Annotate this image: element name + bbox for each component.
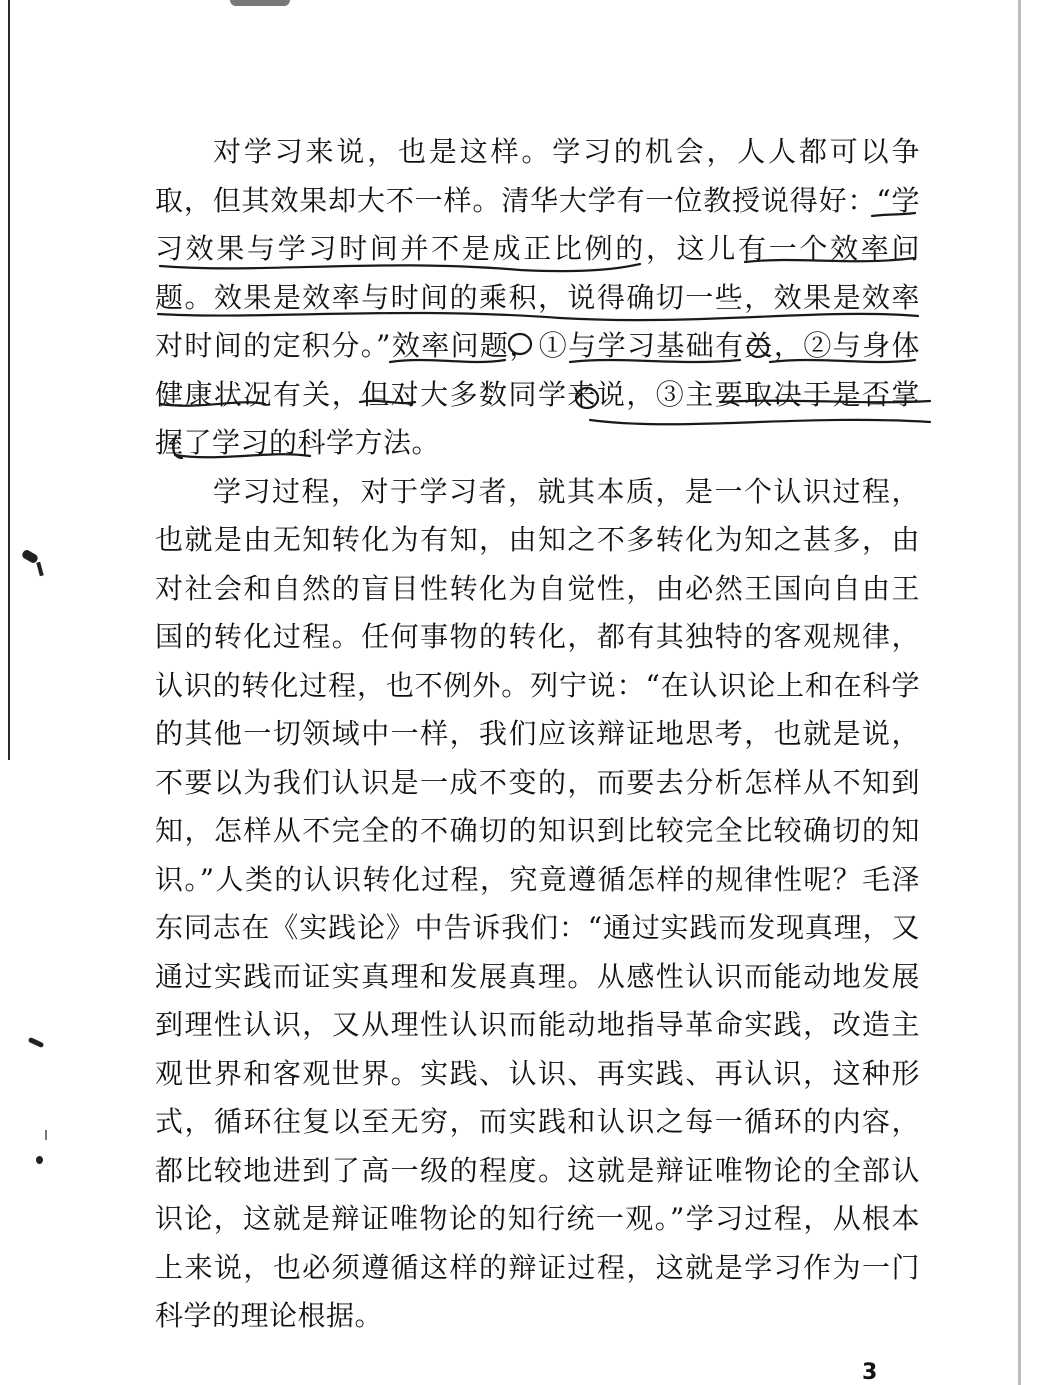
scan-edge-line — [8, 0, 10, 760]
scan-speck — [45, 1130, 47, 1140]
body-text — [155, 128, 920, 1341]
paragraph-2: 学习过程，对于学习者，就其本质，是一个认识过程，也就是由无知转化为有知，由知之不多转化为知之甚多，由对社会和自然的盲目性转化为自觉性，由必然王国向自由王国的转化过程。任何事物的转化，都有其独特的客观规律，认识的转化过程，也不例外。列宁说：“在认识论上和在科学的其他一切领域中一样，我们应该辩证地思考，也就是说，不要以为我们认识是一成不变的，而要去分析怎样从不知到知，怎样从不完全的不确切的知识到比较完全比较确切的知识。”人类的认识转化过程，究竟遵循怎样的规律性呢？毛泽东同志在《实践论》中告诉我们：“通过实践而发现真理，又通过实践而证实真理和发展真理。从感性认识而能动地发展到理性认识，又从理性认识而能动地指导革命实践，改造主观世界和客观世界。实践、认识、再实践、再认识，这种形式，循环往复以至无穷，而实践和认识之每一循环的内容，都比较地进到了高一级的程度。这就是辩证唯物论的全部认识论，这就是辩证唯物论的知行统一观。”学习过程，从根本上来说，也必须遵循这样的辩证过程，这就是学习作为一门科学的理论根据。 — [155, 474, 920, 1332]
page-number: 3 — [862, 1360, 878, 1385]
scan-speck — [28, 1037, 45, 1048]
scan-speck — [36, 562, 43, 577]
paragraph-1: 对学习来说，也是这样。学习的机会，人人都可以争取，但其效果却大不一样。清华大学有一位教授说得好：“学习效果与学习时间并不是成正比例的，这儿有一个效率问题。效果是效率与时间的乘积，说得确切一些，效果是效率对时间的定积分。”效率问题，①与学习基础有关，②与身体健康状况有关，但对大多数同学来说，③主要取决于是否掌握了学习的科学方法。 — [155, 135, 920, 459]
page-edge — [1018, 0, 1021, 1385]
scan-smudge — [230, 0, 290, 6]
scan-speck — [36, 1156, 43, 1164]
